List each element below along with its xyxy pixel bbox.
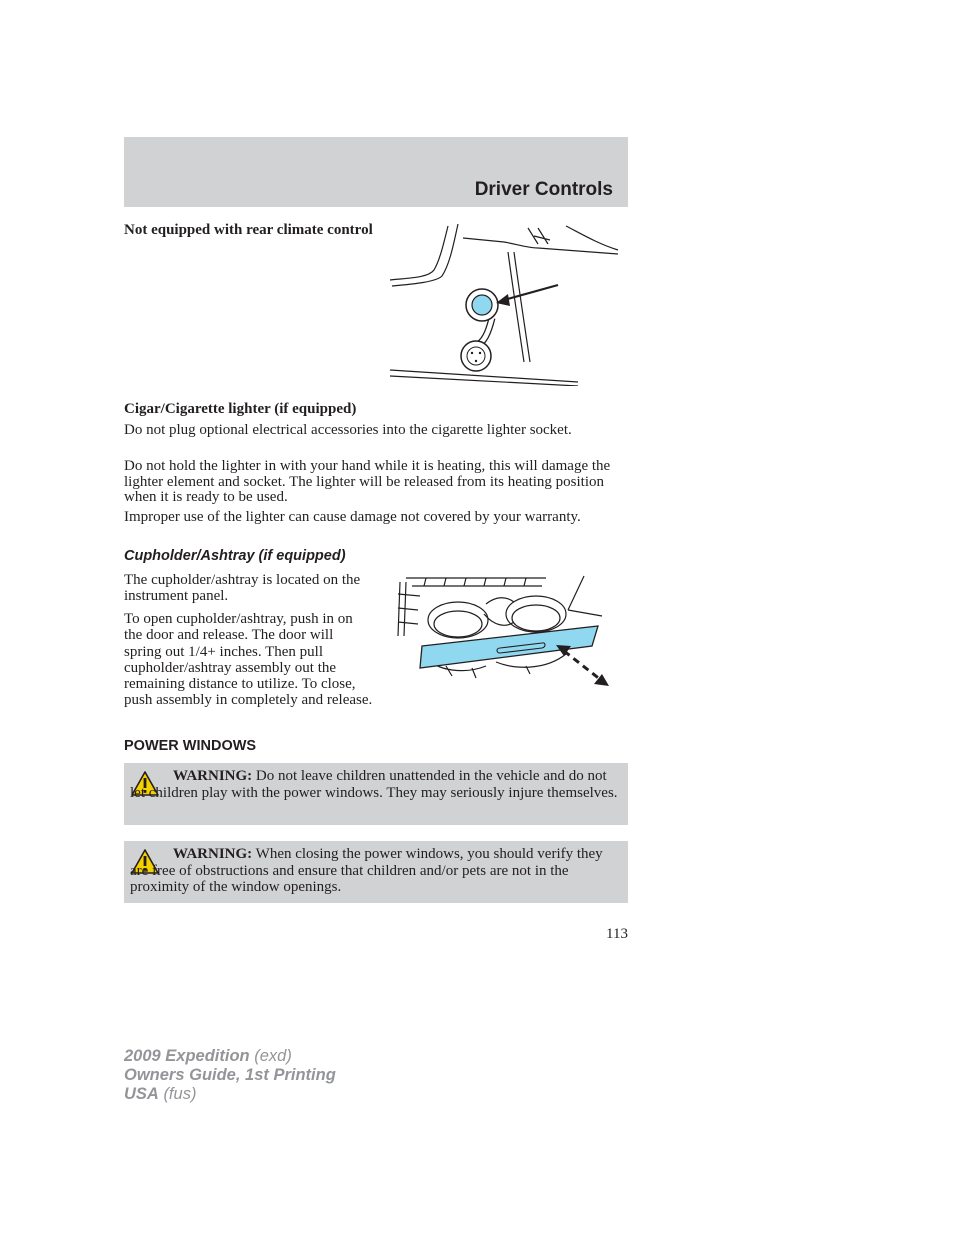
cupholder-illustration: [396, 574, 612, 692]
lighter-paragraph-1: Do not plug optional electrical accessories into the cigarette lighter socket.: [124, 422, 572, 438]
power-windows-heading: POWER WINDOWS: [124, 738, 257, 754]
warning-label: WARNING:: [173, 846, 253, 862]
warning-label: WARNING:: [173, 768, 253, 784]
warning-text-1: [130, 768, 620, 801]
cupholder-paragraph-2: To open cupholder/ashtray, push in on the door and release. The door will spring out 1/4+ inches. Then pull cupholder/ashtray assembly out the remaining distance to utilize. To close, push assembly in completely and release.: [124, 611, 373, 709]
lighter-paragraph-2: Do not hold the lighter in with your hand while it is heating, this will damage the lighter element and socket. The lighter will be released from its heating position when it is ready to be used.: [124, 458, 611, 505]
footer-model: 2009 Expedition: [124, 1047, 250, 1065]
warning-text-2: [130, 846, 620, 896]
footer-guide: Owners Guide, 1st Printing: [124, 1066, 336, 1084]
lighter-paragraph-3: Improper use of the lighter can cause damage not covered by your warranty.: [124, 509, 581, 525]
warning-message: Do not leave children unattended in the vehicle and do not let children play with the power windows. They may seriously injure themselves.: [130, 768, 618, 801]
climate-caption: Not equipped with rear climate control: [124, 222, 373, 238]
footer-region: USA: [124, 1085, 159, 1103]
section-title: Driver Controls: [474, 179, 613, 200]
footer-region-code: (fus): [163, 1085, 197, 1103]
footer-info: [124, 1047, 336, 1104]
warning-message: When closing the power windows, you should verify they are free of obstructions and ensure that children and/or pets are not in the proximity of the window openings.: [130, 846, 603, 895]
cupholder-paragraph-1: The cupholder/ashtray is located on the instrument panel.: [124, 572, 361, 605]
cigarette-lighter-illustration: [388, 222, 624, 386]
footer-model-code: (exd): [254, 1047, 292, 1065]
cupholder-heading: Cupholder/Ashtray (if equipped): [124, 548, 346, 564]
page-number: 113: [606, 926, 628, 942]
header-band: [124, 137, 628, 207]
warning-box-1: [124, 763, 628, 825]
lighter-heading: Cigar/Cigarette lighter (if equipped): [124, 401, 357, 417]
warning-box-2: [124, 841, 628, 903]
